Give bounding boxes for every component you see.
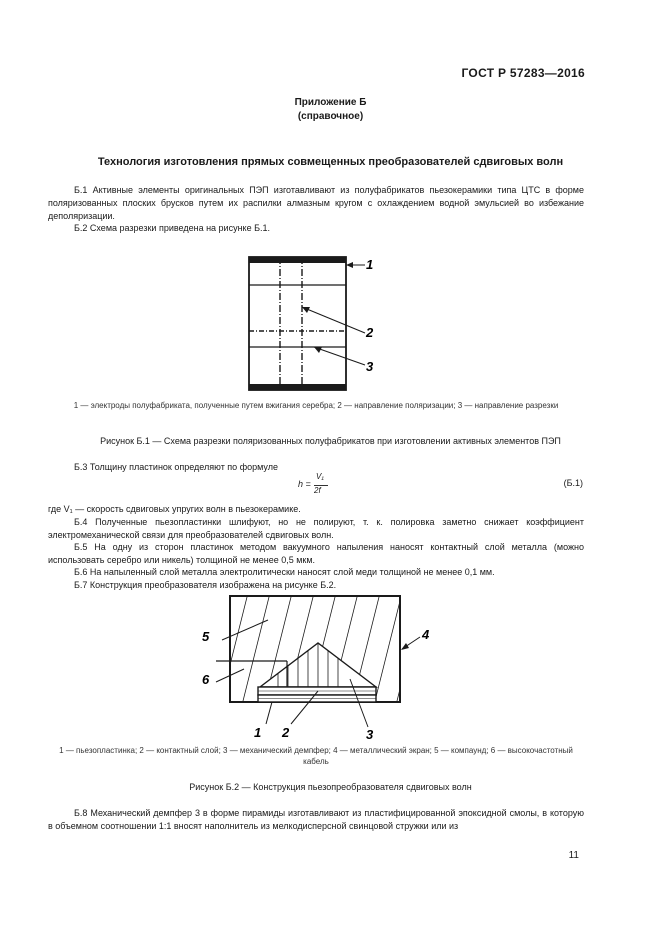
fig1-label-3: 3 [366, 359, 374, 374]
formula-numerator: V₁ [316, 472, 324, 481]
paragraph-b8: Б.8 Механический демпфер 3 в форме пирамиды изготавливают из пластифицированной эпоксидной смолы, в которую в объемном соотношении 1:1 вносят наполнитель из мелкодисперсной свинцовой стружки или из [48, 808, 584, 831]
paragraph-b4: Б.4 Полученные пьезопластинки шлифуют, но не полируют, т. к. полировка заметно снижает коэффициент электромеханической связи для преобразователей сдвиговых волн. [48, 517, 584, 540]
fig1-label-2: 2 [366, 325, 374, 340]
paragraph-b1: Б.1 Активные элементы оригинальных ПЭП изготавливают из полуфабрикатов пьезокерамики типа ЦТС в форме поляризованных плоских брусков путем их распилки алмазным кругом с охлаждением водной эмульсией во избежание деполяризации. [48, 185, 584, 221]
arrow-3 [314, 347, 322, 353]
figure-b1-legend: 1 — электроды полуфабриката, полученные путем вжигания серебра; 2 — направление поляризации; 3 — направление разрезки [73, 401, 559, 410]
page-number: 11 [568, 850, 579, 861]
paragraph-where: где V₁ — скорость сдвиговых упругих волн в пьезокерамике. [48, 504, 301, 514]
figure-b2-legend: 1 — пьезопластинка; 2 — контактный слой; 3 — механический демпфер; 4 — металлический экран; 5 — компаунд; 6 — высокочастотный кабель [59, 746, 573, 766]
fig1-label-1: 1 [366, 257, 374, 272]
formula-denominator: 2f [314, 486, 321, 495]
appendix-subtitle: (справочное) [297, 111, 364, 122]
doc-header: ГОСТ Р 57283—2016 [461, 66, 585, 80]
paragraph-b3: Б.3 Толщину пластинок определяют по формуле [74, 462, 278, 472]
figure-b2-diagram [190, 593, 435, 743]
figure-b2-caption: Рисунок Б.2 — Конструкция пьезопреобразователя сдвиговых волн [189, 782, 472, 792]
leader-2 [302, 307, 365, 333]
figure-b1-diagram [240, 250, 380, 395]
section-title: Технология изготовления прямых совмещенных преобразователей сдвиговых волн [97, 156, 564, 168]
arrow-1 [346, 262, 353, 268]
blank-outline [249, 257, 346, 390]
appendix-title: Приложение Б [294, 97, 367, 108]
figure-b1-caption: Рисунок Б.1 — Схема разрезки поляризованных полуфабрикатов при изготовлении активных элементов ПЭП [100, 436, 561, 446]
fig2-label-5: 5 [202, 629, 210, 644]
fig2-label-4: 4 [422, 627, 430, 642]
arrow-4 [401, 643, 409, 650]
paragraph-b5: Б.5 На одну из сторон пластинок методом вакуумного напыления наносят контактный слой металла (можно использовать серебро или никель) толщиной не менее 0,5 мкм. [48, 542, 584, 565]
electrode-bottom [249, 384, 346, 390]
paragraph-b6: Б.6 На напыленный слой металла электролитически наносят слой меди толщиной не менее 0,1 мм. [74, 567, 495, 577]
fig2-label-2: 2 [282, 725, 290, 740]
fig2-label-1: 1 [254, 725, 262, 740]
formula-lhs: h = [298, 479, 311, 489]
paragraph-b2: Б.2 Схема разрезки приведена на рисунке Б.1. [74, 223, 271, 233]
appendix-heading [0, 96, 661, 124]
electrode-top [249, 257, 346, 263]
leader-fig2-1 [266, 702, 272, 724]
fig2-label-3: 3 [366, 727, 374, 742]
leader-3 [314, 347, 365, 365]
formula-number: (Б.1) [563, 478, 583, 488]
paragraph-b7: Б.7 Конструкция преобразователя изображена на рисунке Б.2. [74, 580, 337, 590]
fig2-label-6: 6 [202, 672, 210, 687]
